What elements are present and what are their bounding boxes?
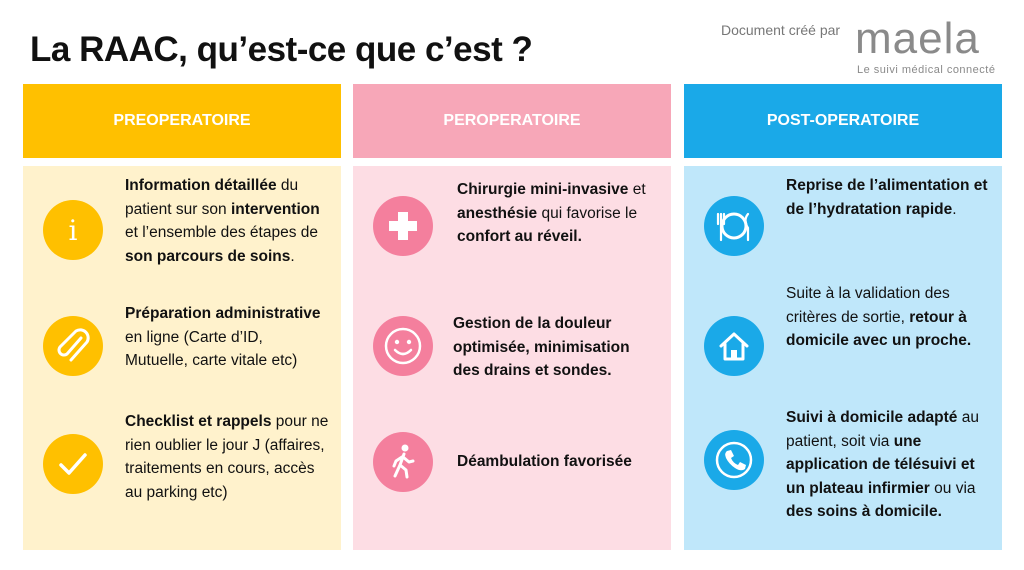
text-run: qui favorise le [537, 204, 638, 222]
bold-text-run: intervention [230, 200, 320, 218]
item-text [457, 178, 662, 249]
text-run: en ligne (Carte d’ID, Mutuelle, carte vitale etc) [125, 328, 298, 369]
item-text [125, 410, 330, 504]
bold-text-run: Déambulation favorisée [457, 453, 632, 470]
checkmark-icon [43, 434, 103, 494]
page-title: La RAAC, qu’est-ce que c’est ? [30, 30, 533, 69]
smiley-icon [373, 316, 433, 376]
text-run: et [628, 181, 646, 198]
item-text [125, 302, 330, 373]
bold-text-run: confort au réveil. [457, 228, 582, 245]
plus-cross-icon [373, 196, 433, 256]
peroperatoire-panel [353, 166, 671, 550]
bold-text-run: son parcours de soins [125, 247, 291, 265]
bold-text-run: Reprise de l’alimentation et de l’hydratation rapide [786, 177, 988, 218]
bold-text-run: Gestion de la douleur optimisée, minimisation des drains et sondes. [453, 315, 630, 379]
home-icon [704, 316, 764, 376]
bold-text-run: anesthésie [457, 204, 538, 222]
bold-text-run: des soins à domicile. [786, 503, 942, 520]
bold-text-run: retour à domicile avec un proche. [786, 308, 972, 349]
item-text [786, 174, 991, 221]
text-run: du patient sur son [125, 177, 299, 218]
item-text [457, 450, 662, 474]
walking-person-icon [373, 432, 433, 492]
svg-text:i: i [68, 214, 78, 247]
text-run: ou via [929, 479, 976, 497]
text-run: . [952, 200, 957, 218]
item-text [786, 282, 991, 353]
maela-logo: maela [855, 14, 980, 63]
credit-text: Document créé par [721, 22, 841, 38]
text-run: et l’ensemble des étapes de [125, 224, 319, 241]
text-run: au patient, soit via [786, 409, 979, 450]
bold-text-run: Suivi à domicile adapté [786, 409, 958, 426]
bold-text-run: Préparation administrative [125, 305, 321, 322]
plate-cutlery-icon [704, 196, 764, 256]
postoperatoire-panel [684, 166, 1002, 550]
bold-text-run: Information détaillée [125, 177, 277, 194]
phone-icon [704, 430, 764, 490]
bold-text-run: Chirurgie mini-invasive [457, 181, 629, 198]
text-run: Suite à la validation des critères de sortie, [786, 285, 950, 326]
logo-tagline: Le suivi médical connecté [857, 64, 996, 76]
text-run: pour ne rien oublier le jour J (affaires, traitements en cours, accès au parking etc) [125, 413, 329, 501]
bold-text-run: une application de télésuivi et un plateau infirmier [786, 432, 975, 497]
info-icon [43, 200, 103, 260]
preoperatoire-panel [23, 166, 341, 550]
bold-text-run: Checklist et rappels [125, 413, 272, 430]
preoperatoire-header: PREOPERATOIRE [23, 84, 341, 158]
item-text [786, 406, 991, 524]
peroperatoire-header: PEROPERATOIRE [353, 84, 671, 158]
postoperatoire-header: POST-OPERATOIRE [684, 84, 1002, 158]
text-run: . [290, 247, 295, 265]
item-text [125, 174, 330, 268]
paperclip-icon [43, 316, 103, 376]
item-text [453, 312, 658, 383]
